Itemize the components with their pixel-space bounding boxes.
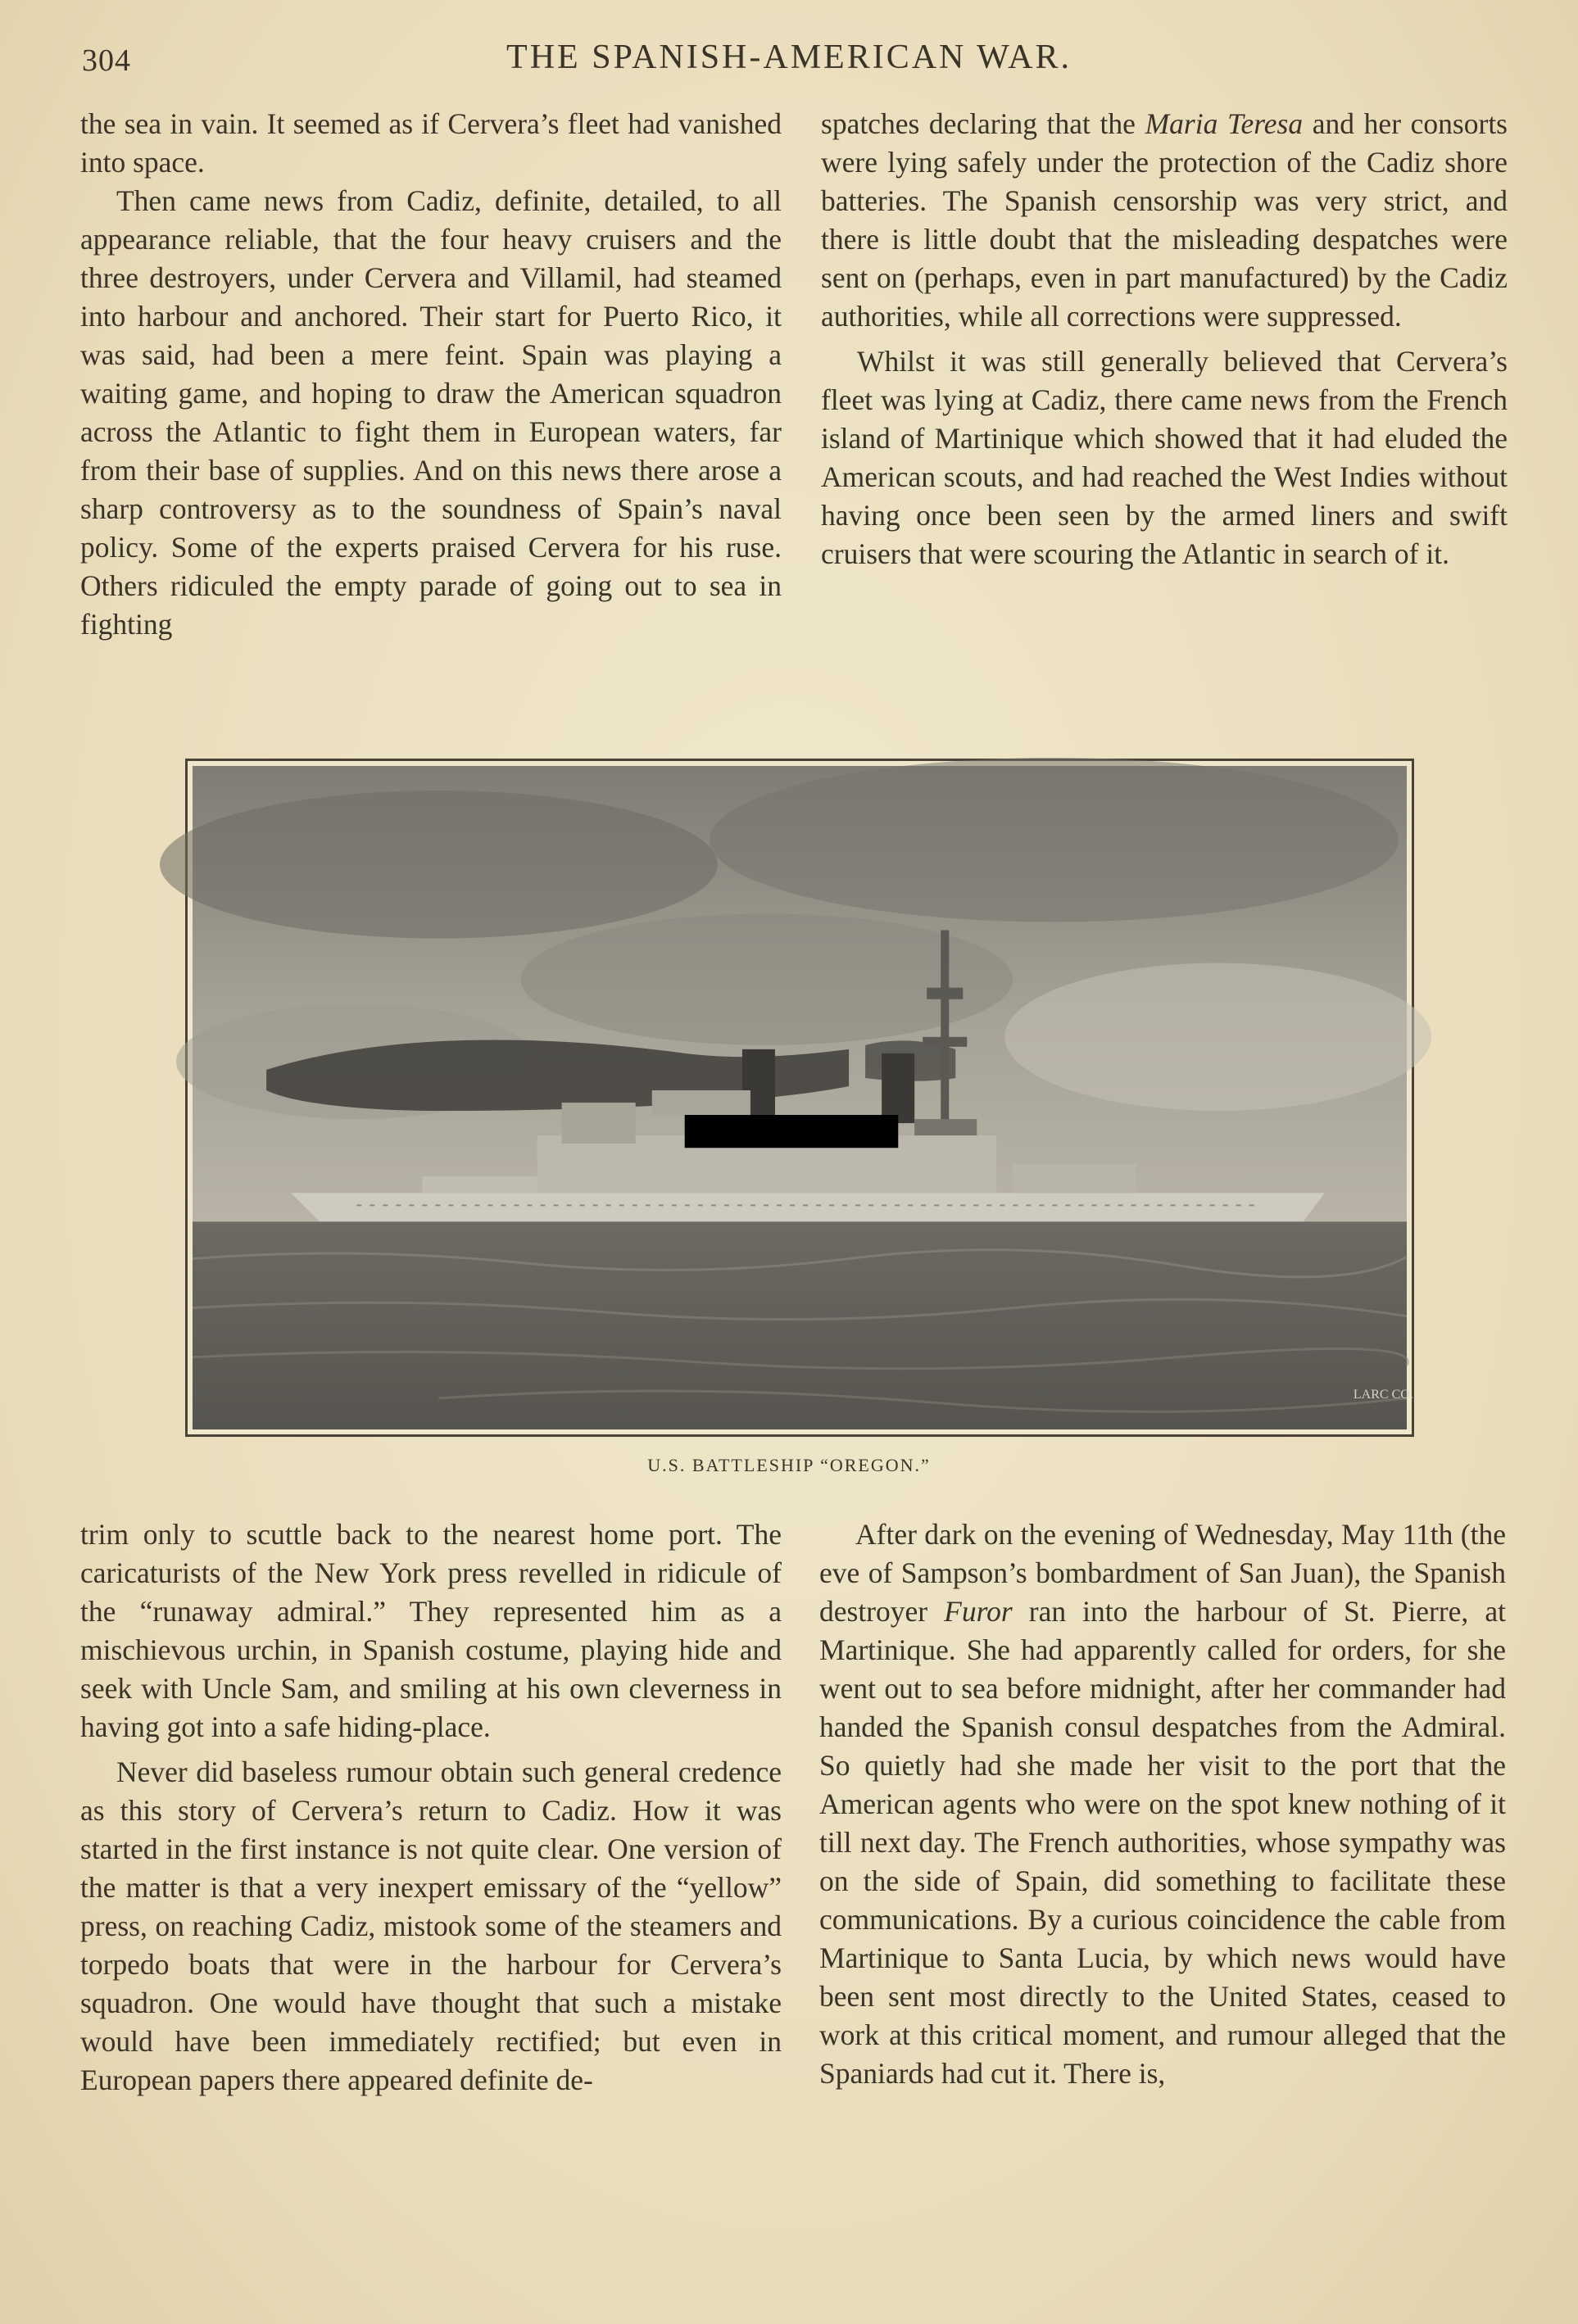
text-run: and her consorts were lying safely under the protection of the Cadiz shore batteries. The Spanish censorship was very strict, and there is little doubt that the misleading despatches were sent on (perhaps, even in part manufactured) by the Cadiz authorities, while all corrections were suppressed. bbox=[821, 107, 1508, 333]
paragraph: Then came news from Cadiz, definite, detailed, to all appearance reliable, that the four heavy cruisers and the three destroyers, under Cervera and Villamil, had steamed into harbour and anchored. Their start for Puerto Rico, it was said, had been a mere feint. Spain was playing a waiting game, and hoping to draw the American squadron across the Atlantic to fight them in European waters, far from their base of supplies. And on this news there arose a sharp controversy as to the soundness of Spain’s naval policy. Some of the experts praised Cervera for his ruse. Others ridiculed the empty parade of going out to sea in fighting bbox=[80, 184, 782, 641]
ship-name: Maria Teresa bbox=[1145, 107, 1304, 140]
ship-name: Furor bbox=[944, 1595, 1013, 1628]
paragraph bbox=[819, 1515, 1506, 2093]
column-bottom-right bbox=[819, 1515, 1506, 2093]
paragraph bbox=[821, 105, 1508, 336]
text-run: After dark on the evening of Wednesday, May 11th (the eve of Sampson’s bombardment of San Juan), the Spanish destroyer bbox=[819, 1518, 1506, 1628]
column-top-right bbox=[821, 105, 1508, 573]
paragraph: the sea in vain. It seemed as if Cervera’s fleet had vanished into space. bbox=[80, 107, 782, 179]
paragraph: Whilst it was still generally believed that Cervera’s fleet was lying at Cadiz, there came news from the French island of Martinique which showed that it had eluded the American scouts, and had reached the West Indies without having once been seen by the armed liners and swift cruisers that were scouring the Atlantic in search of it. bbox=[821, 345, 1508, 570]
column-top-left bbox=[80, 105, 782, 644]
illustration-battleship-oregon bbox=[185, 759, 1414, 1437]
running-head: THE SPANISH-AMERICAN WAR. bbox=[506, 39, 1072, 76]
text-run: ran into the harbour of St. Pierre, at Martinique. She had apparently called for orders, for she went out to sea before midnight, after her commander had handed the Spanish consul despatches from the Admiral. So quietly had she made her visit to the port that the American agents who were on the spot knew nothing of it till next day. The French authorities, whose sympathy was on the side of Spain, did something to facilitate these communications. By a curious coincidence the cable from Martinique to Santa Lucia, by which news would have been sent most directly to the United States, ceased to work at this critical moment, and rumour alleged that the Spaniards had cut it. There is, bbox=[819, 1595, 1506, 2090]
column-bottom-left bbox=[80, 1515, 782, 2100]
engraving bbox=[193, 766, 1413, 1429]
figure-caption: U.S. BATTLESHIP “OREGON.” bbox=[647, 1455, 931, 1475]
paragraph: Never did baseless rumour obtain such general credence as this story of Cervera’s return to Cadiz. How it was started in the first instance is not quite clear. One version of the matter is that a very inexpert emissary of the “yellow” press, on reaching Cadiz, mistook some of the steamers and torpedo boats that were in the harbour for Cervera’s squadron. One would have thought that such a mistake would have been immediately rectified; but even in European papers there appeared definite de- bbox=[80, 1755, 782, 2096]
text-run: spatches declaring that the bbox=[821, 107, 1145, 140]
page-number: 304 bbox=[82, 43, 131, 78]
paragraph: trim only to scuttle back to the nearest home port. The caricaturists of the New York press revelled in ridicule of the “runaway admiral.” They represented him as a mischievous urchin, in Spanish costume, playing hide and seek with Uncle Sam, and smiling at his own cleverness in having got into a safe hiding-place. bbox=[80, 1518, 782, 1743]
engraver-mark: LARC CO. bbox=[1353, 1387, 1413, 1402]
